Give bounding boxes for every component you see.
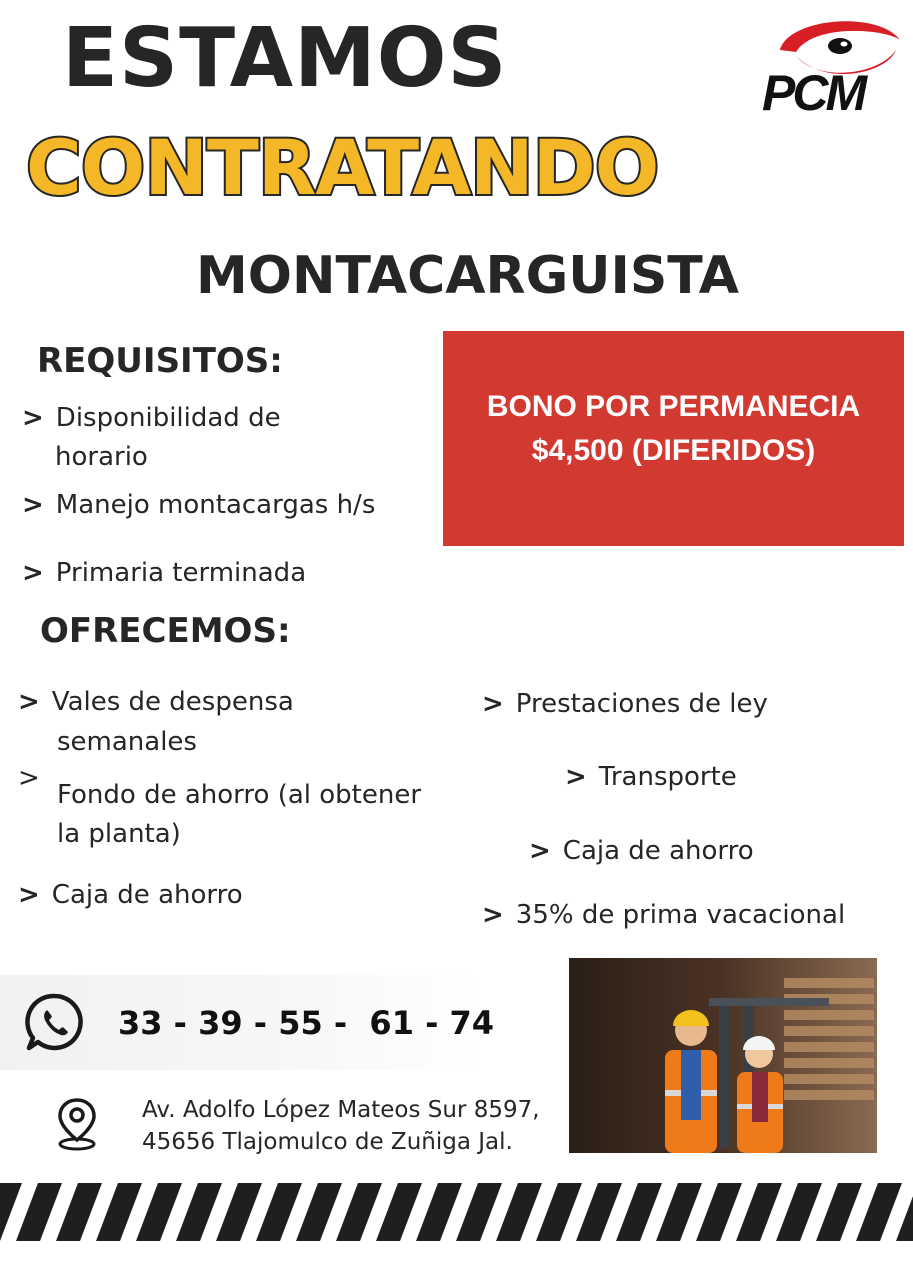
chevron-right-icon: >	[22, 558, 44, 588]
address-line-2: 45656 Tlajomulco de Zuñiga Jal.	[142, 1129, 513, 1155]
chevron-right-icon: >	[22, 490, 44, 520]
offer-item	[482, 684, 768, 724]
bonus-text	[443, 385, 904, 473]
forklift-workers-photo	[569, 958, 877, 1153]
job-title: MONTACARGUISTA	[196, 246, 739, 306]
location-pin-icon	[54, 1096, 100, 1152]
offer-item	[18, 682, 294, 722]
offer-text: Prestaciones de ley	[515, 689, 768, 719]
offers-title: OFRECEMOS:	[40, 611, 291, 651]
offer-item	[482, 895, 845, 935]
bonus-line-2: $4,500 (DIFERIDOS)	[531, 434, 816, 467]
pcm-logo-text: PCM	[762, 65, 865, 121]
requirement-item	[22, 553, 306, 593]
offer-item	[18, 875, 243, 915]
offer-text: Transporte	[598, 762, 737, 792]
requirement-item-cont: horario	[55, 442, 148, 472]
chevron-right-icon: >	[22, 403, 44, 433]
phone-number[interactable]: 33 - 39 - 55 - 61 - 74	[118, 1004, 495, 1042]
requirement-text: Disponibilidad de	[55, 403, 281, 433]
chevron-right-icon: >	[18, 763, 40, 793]
offer-item-cont: la planta)	[57, 819, 181, 849]
headline-estamos: ESTAMOS	[62, 11, 508, 106]
offer-item: Fondo de ahorro (al obtener	[57, 780, 422, 810]
chevron-right-icon: >	[565, 762, 587, 792]
offer-item	[529, 831, 754, 871]
requirements-title: REQUISITOS:	[37, 341, 283, 381]
bonus-line-1: BONO POR PERMANECIA	[486, 390, 861, 423]
requirement-item	[22, 485, 375, 525]
address-line-1: Av. Adolfo López Mateos Sur 8597,	[142, 1097, 540, 1123]
offer-text: Caja de ahorro	[562, 836, 754, 866]
chevron-right-icon: >	[18, 687, 40, 717]
chevron-right-icon: >	[482, 689, 504, 719]
chevron-right-icon: >	[18, 880, 40, 910]
headline-contratando: CONTRATANDO	[26, 123, 659, 212]
requirement-text: Manejo montacargas h/s	[55, 490, 376, 520]
chevron-right-icon: >	[529, 836, 551, 866]
whatsapp-icon	[24, 992, 86, 1054]
requirement-item	[22, 398, 281, 438]
offer-text: 35% de prima vacacional	[515, 900, 846, 930]
offer-item	[565, 757, 737, 797]
offer-item-cont: semanales	[57, 727, 197, 757]
hazard-stripes	[0, 1183, 913, 1241]
offer-text: Vales de despensa	[51, 687, 294, 717]
chevron-right-icon: >	[482, 900, 504, 930]
address	[142, 1094, 540, 1158]
requirement-text: Primaria terminada	[55, 558, 307, 588]
offer-text: Caja de ahorro	[51, 880, 243, 910]
